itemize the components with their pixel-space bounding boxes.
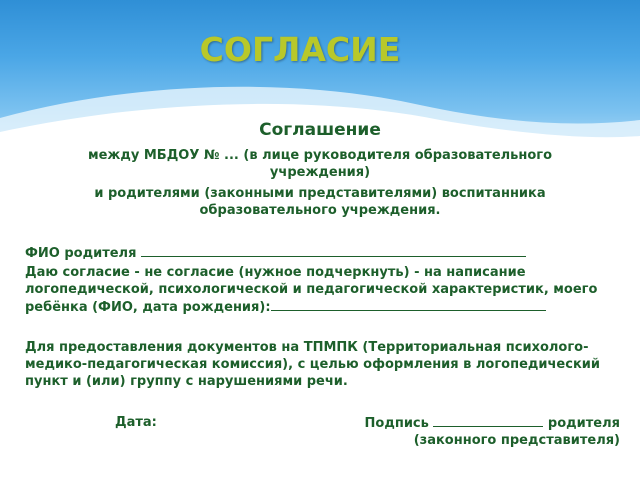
- signature-role: родителя: [547, 416, 620, 431]
- purpose-paragraph: Для предоставления документов на ТПМПК (Территориальная психолого-медико-педагогическая комиссия), с целью оформления в логопедический пункт и (или) группу с нарушениями речи.: [25, 340, 600, 389]
- signature-block: [340, 414, 620, 449]
- and-line: и родителями (законными представителями) воспитанника образовательного учреждения.: [94, 186, 546, 218]
- consent-paragraph: [25, 264, 625, 316]
- between-line: между МБДОУ № ... (в лице руководителя образовательного учреждения): [87, 148, 553, 180]
- signature-label: Подпись: [364, 416, 429, 431]
- parent-fio-field[interactable]: [141, 244, 526, 257]
- date-label: Дата:: [115, 415, 157, 430]
- child-info-field[interactable]: [271, 298, 546, 311]
- agreement-heading: Соглашение: [259, 120, 381, 140]
- page-title: СОГЛАСИЕ: [199, 30, 401, 69]
- header-wave: [0, 0, 640, 170]
- signature-field[interactable]: [433, 414, 543, 427]
- signature-role-2: (законного представителя): [413, 433, 620, 448]
- parent-fio-label: ФИО родителя: [25, 246, 137, 261]
- parent-fio-row: [25, 244, 625, 262]
- consent-text: Даю согласие - не согласие (нужное подчеркнуть) - на написание логопедической, психологической и педагогической характеристик, моего ребёнка (ФИО, дата рождения):: [25, 265, 598, 315]
